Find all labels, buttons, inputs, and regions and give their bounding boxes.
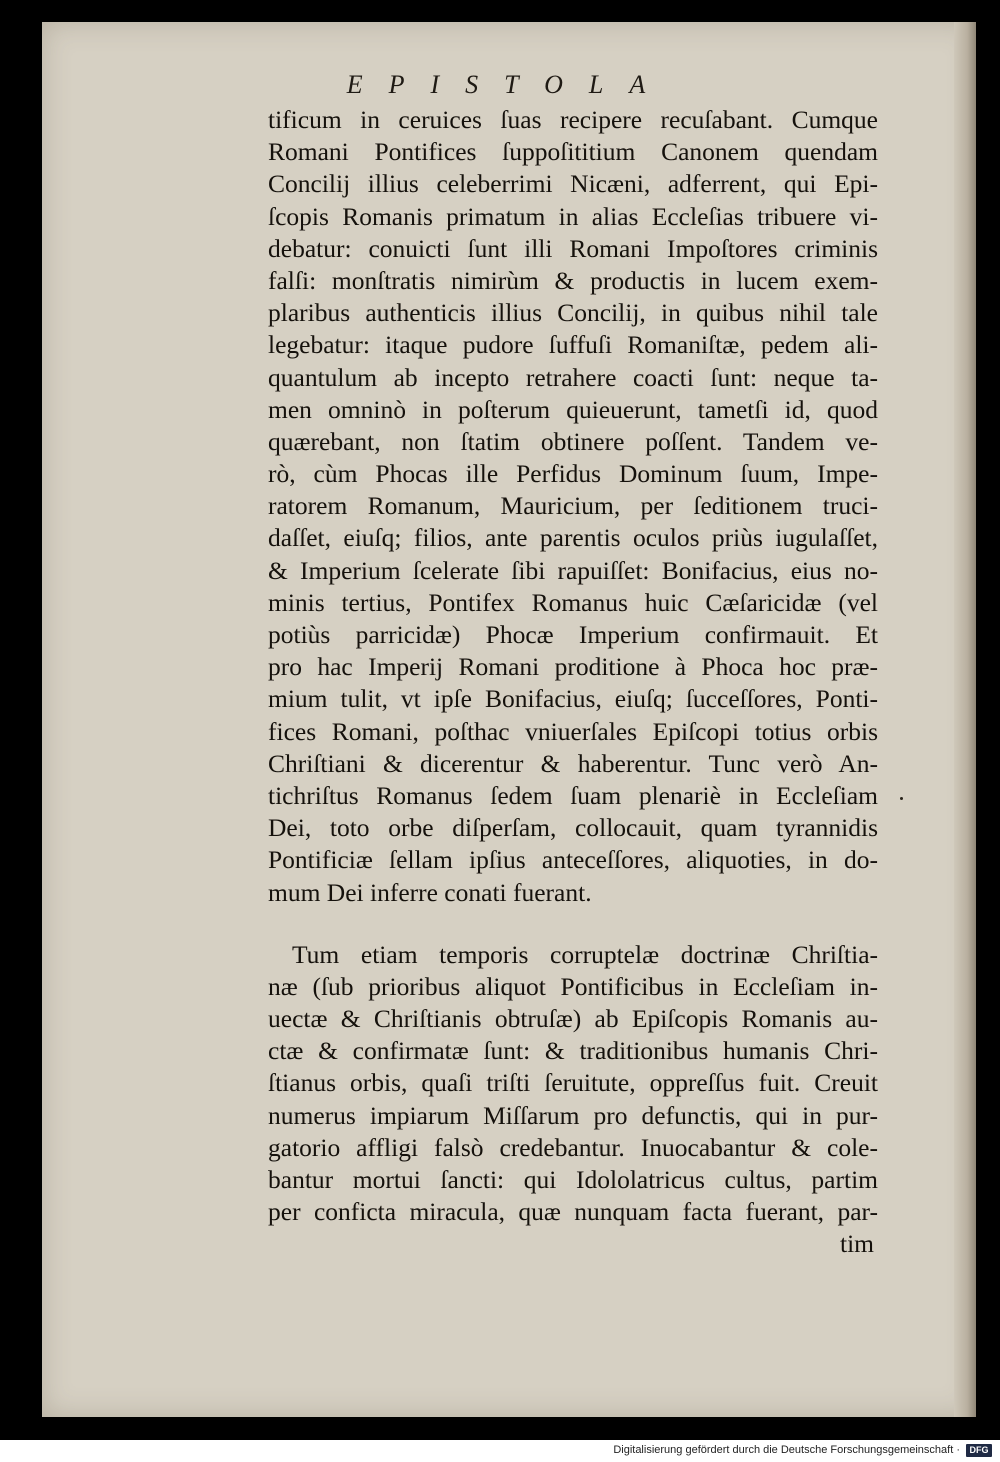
text-line: ſtianus orbis, quaſi triſti ſeruitute, oppreſſus fuit. Creuit — [268, 1068, 878, 1098]
text-line: numerus impiarum Miſſarum pro defunctis, qui in pur- — [268, 1100, 878, 1130]
text-line: per conficta miracula, quæ nunquam facta fuerant, par- — [268, 1197, 878, 1227]
paragraph-container — [268, 104, 878, 1228]
text-line: plaribus authenticis illius Concilij, in quibus nihil tale — [268, 298, 878, 328]
text-line: ſcopis Romanis primatum in alias Eccleſias tribuere vi- — [268, 201, 878, 231]
text-line: Concilij illius celeberrimi Nicæni, adferrent, qui Epi- — [268, 169, 878, 199]
body-text — [268, 104, 878, 1261]
text-line: mium tulit, vt ipſe Bonifacius, eiuſq; ſucceſſores, Ponti- — [268, 684, 878, 714]
book-page — [42, 22, 976, 1417]
running-head: EPISTOLA — [346, 70, 672, 99]
text-line: men omninò in poſterum quieuerunt, tametſi id, quod — [268, 394, 878, 424]
margin-ink-dot — [900, 797, 903, 800]
dfg-logo-icon: DFG — [966, 1444, 992, 1457]
text-line: tichriſtus Romanus ſedem ſuam plenariè in Eccleſiam — [268, 780, 878, 810]
text-line: quærebant, non ſtatim obtinere poſſent. Tandem ve- — [268, 426, 878, 456]
text-line: mum Dei inferre conati fuerant. — [268, 877, 592, 907]
text-line: Tum etiam temporis corruptelæ doctrinæ Chriſtia- — [292, 939, 878, 969]
text-line: rò, cùm Phocas ille Perfidus Dominum ſuum, Impe- — [268, 459, 878, 489]
catchword: tim — [839, 1229, 874, 1259]
paragraph — [268, 104, 878, 909]
text-line: fices Romani, poſthac vniuerſales Epiſcopi totius orbis — [268, 716, 878, 746]
text-line: bantur mortui ſancti: qui Idololatricus cultus, partim — [268, 1165, 878, 1194]
text-line: legebatur: itaque pudore ſuffuſi Romaniſtæ, pedem ali- — [268, 330, 878, 360]
digitization-footer — [0, 1440, 1000, 1462]
text-line: minis tertius, Pontifex Romanus huic Cæſaricidæ (vel — [268, 587, 878, 617]
paragraph-gap — [268, 909, 878, 939]
text-line: Dei, toto orbe diſperſam, collocauit, quam tyrannidis — [268, 813, 878, 843]
text-line: Pontificiæ ſellam ipſius anteceſſores, aliquoties, in do- — [268, 845, 878, 875]
text-line: potiùs parricidæ) Phocæ Imperium confirmauit. Et — [268, 620, 878, 649]
paragraph — [268, 939, 878, 1229]
text-line: ratorem Romanum, Mauricium, per ſeditionem truci- — [268, 491, 878, 521]
text-line: debatur: conuicti ſunt illi Romani Impoſtores criminis — [268, 233, 878, 263]
text-line: & Imperium ſcelerate ſibi rapuiſſet: Bonifacius, eius no- — [268, 555, 878, 585]
text-line: daſſet, eiuſq; filios, ante parentis oculos priùs iugulaſſet, — [268, 523, 878, 553]
text-line: uectæ & Chriſtianis obtruſæ) ab Epiſcopis Romanis au- — [268, 1004, 878, 1034]
text-line: tificum in ceruices ſuas recipere recuſabant. Cumque — [268, 105, 878, 134]
footer-credit: Digitalisierung gefördert durch die Deutsche Forschungsgemeinschaft · — [613, 1444, 960, 1456]
text-line: næ (ſub prioribus aliquot Pontificibus in Eccleſiam in- — [268, 971, 878, 1001]
text-line: Romani Pontifices ſuppoſititium Canonem quendam — [268, 137, 878, 167]
text-line: Chriſtiani & dicerentur & haberentur. Tunc verò An- — [268, 748, 878, 778]
text-line: quantulum ab incepto retrahere coacti ſunt: neque ta- — [268, 362, 878, 392]
text-line: gatorio affligi falsò credebantur. Inuocabantur & cole- — [268, 1132, 878, 1162]
text-line: pro hac Imperij Romani proditione à Phoca hoc præ- — [268, 652, 878, 682]
text-line: falſi: monſtratis nimirùm & productis in lucem exem- — [268, 265, 878, 295]
text-line: ctæ & confirmatæ ſunt: & traditionibus humanis Chri- — [268, 1036, 878, 1066]
page-gutter-shadow — [954, 22, 976, 1417]
